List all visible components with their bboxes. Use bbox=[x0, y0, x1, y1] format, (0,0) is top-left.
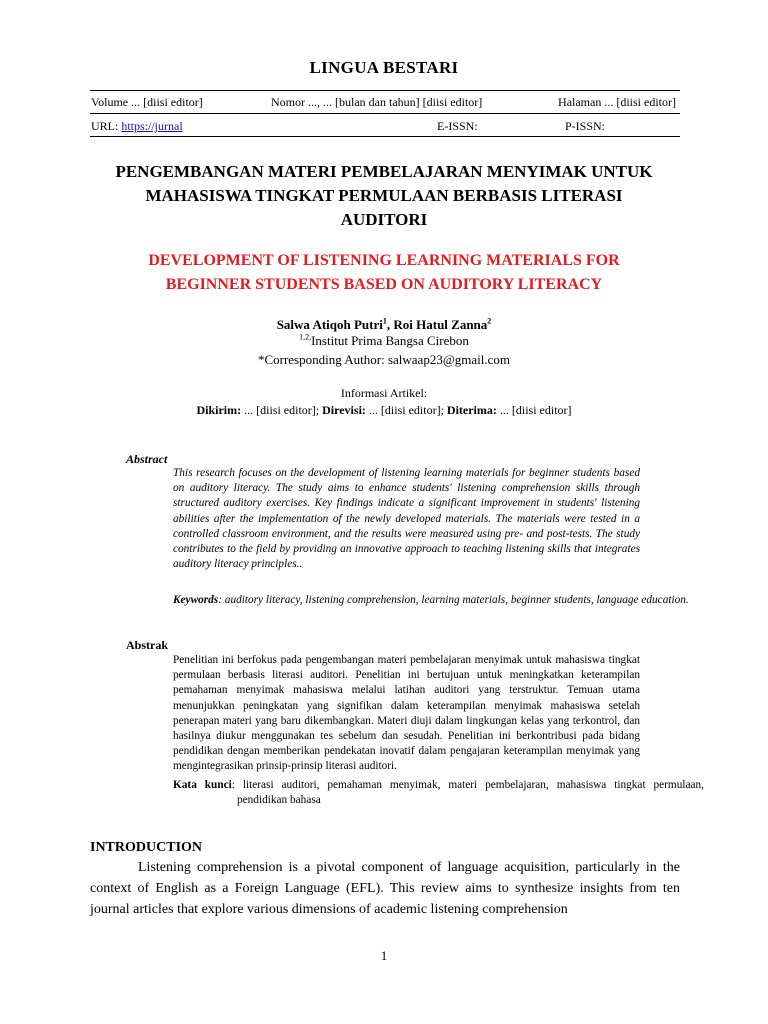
keywords-line bbox=[173, 593, 704, 608]
affiliation-mark: 1,2, bbox=[299, 332, 312, 342]
title-indonesian-line: AUDITORI bbox=[340, 210, 428, 229]
title-indonesian-line: PENGEMBANGAN MATERI PEMBELAJARAN MENYIMAK UNTUK bbox=[115, 162, 653, 181]
kata-kunci-label: Kata kunci bbox=[173, 779, 232, 791]
revised-label: Direvisi: bbox=[322, 403, 366, 417]
title-english bbox=[0, 249, 768, 297]
kata-kunci-line bbox=[173, 778, 704, 808]
corresponding-author: *Corresponding Author: salwaap23@gmail.com bbox=[257, 352, 511, 367]
issue-info: Nomor ..., ... [bulan dan tahun] [diisi editor] bbox=[271, 95, 483, 109]
abstract-heading: Abstract bbox=[126, 452, 168, 466]
author-affiliation-mark: 1 bbox=[382, 316, 387, 326]
author-separator: , bbox=[386, 317, 394, 332]
url-info bbox=[91, 119, 183, 134]
author-affiliation-mark: 2 bbox=[487, 316, 492, 326]
header-bottom-rule bbox=[90, 136, 680, 137]
keywords-list: : auditory literacy, listening comprehension, learning materials, beginner students, language education. bbox=[218, 594, 689, 606]
affiliation bbox=[0, 333, 768, 349]
url-label: URL: bbox=[91, 119, 122, 133]
author-name: Roi Hatul Zanna bbox=[393, 317, 488, 332]
author-name: Salwa Atiqoh Putri bbox=[276, 317, 383, 332]
header-middle-rule bbox=[90, 113, 680, 114]
title-english-line: BEGINNER STUDENTS BASED ON AUDITORY LITERACY bbox=[165, 276, 603, 293]
title-indonesian bbox=[0, 160, 768, 232]
abstract-body: This research focuses on the development of listening learning materials for beginner students based on auditory literacy. The study aims to enhance students' listening comprehension skills through structured auditory exercises. Key findings indicate a significant improvement in students' listening abilities after the implementation of the newly developed materials. The materials were tested in a controlled classroom environment, and the results were measured using pre- and post-tests. The study contributes to the field by providing an innovative approach to teaching listening skills that integrates auditory literacy principles.. bbox=[173, 467, 640, 571]
article-info-label: Informasi Artikel: bbox=[340, 386, 428, 400]
affiliation-name: Institut Prima Bangsa Cirebon bbox=[311, 333, 469, 348]
submitted-value: ... [diisi editor]; bbox=[241, 403, 323, 417]
pissn-info: P-ISSN: bbox=[565, 119, 606, 133]
abstrak-heading: Abstrak bbox=[126, 638, 169, 652]
keywords-label: Keywords bbox=[173, 594, 219, 606]
accepted-value: ... [diisi editor] bbox=[496, 403, 572, 417]
pages-info: Halaman ... [diisi editor] bbox=[558, 95, 676, 109]
kata-kunci-list: : literasi auditori, pemahaman menyimak, materi pembelajaran, mahasiswa tingkat permulaan, pendidikan bahasa bbox=[231, 779, 705, 807]
header-top-rule bbox=[90, 90, 680, 91]
journal-url-link[interactable]: https://jurnal bbox=[121, 119, 183, 133]
introduction-heading: INTRODUCTION bbox=[90, 840, 203, 855]
revised-value: ... [diisi editor]; bbox=[365, 403, 447, 417]
volume-info: Volume ... [diisi editor] bbox=[91, 95, 203, 109]
title-indonesian-line: MAHASISWA TINGKAT PERMULAAN BERBASIS LITERASI bbox=[145, 186, 623, 205]
abstrak-body: Penelitian ini berfokus pada pengembangan materi pembelajaran menyimak untuk mahasiswa tingkat permulaan berbasis literasi auditori. Penelitian ini bertujuan untuk meningkatkan keterampilan pemahaman menyimak mahasiswa melalui latihan auditori yang terstruktur. Temuan utama menunjukkan peningkatan yang signifikan dalam keterampilan menyimak mahasiswa setelah penerapan materi yang baru dikembangkan. Materi diuji dalam lingkungan kelas yang terkontrol, dan hasilnya diukur menggunakan tes sebelum dan sesudah. Penelitian ini berkontribusi pada bidang pendidikan dengan memberikan pendekatan inovatif dalam pengajaran keterampilan menyimak yang mengintegrasikan prinsip-prinsip literasi auditori. bbox=[173, 654, 640, 773]
title-english-line: DEVELOPMENT OF LISTENING LEARNING MATERIALS FOR bbox=[148, 252, 620, 269]
article-dates bbox=[0, 403, 768, 418]
submitted-label: Dikirim: bbox=[196, 403, 242, 417]
journal-name: LINGUA BESTARI bbox=[309, 58, 459, 77]
eissn-info: E-ISSN: bbox=[437, 119, 478, 133]
page-number: 1 bbox=[380, 948, 388, 963]
introduction-body: Listening comprehension is a pivotal component of language acquisition, particularly in the context of English as a Foreign Language (EFL). This review aims to synthesize insights from ten journal articles that explore various dimensions of academic listening comprehension bbox=[90, 860, 680, 917]
author-list bbox=[0, 317, 768, 333]
accepted-label: Diterima: bbox=[446, 403, 497, 417]
